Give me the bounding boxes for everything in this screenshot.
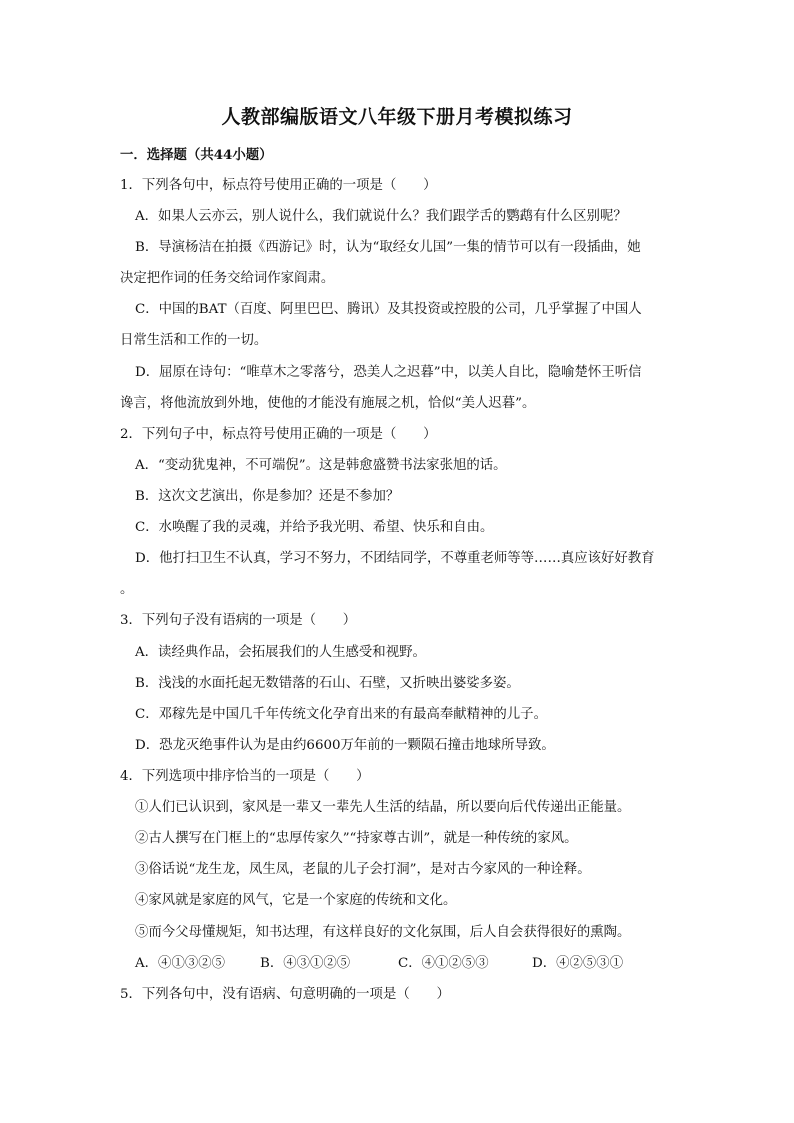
question-1-option-b-cont: 决定把作词的任务交给词作家阎肃。: [120, 271, 335, 286]
question-3-option-c: C．邓稼先是中国几千年传统文化孕育出来的有最高奉献精神的儿子。: [135, 707, 547, 722]
question-5-stem: 5．下列各句中，没有语病、句意明确的一项是（ ）: [120, 987, 450, 1002]
page-title: 人教部编版语文八年级下册月考模拟练习: [221, 106, 573, 128]
question-2-option-b: B．这次文艺演出，你是参加？还是不参加？: [135, 489, 400, 504]
question-1-option-c: C．中国的BAT（百度、阿里巴巴、腾讯）及其投资或控股的公司，几乎掌握了中国人: [135, 302, 642, 317]
question-3-option-d: D．恐龙灭绝事件认为是由约6600万年前的一颗陨石撞击地球所导致。: [135, 738, 555, 753]
question-2-option-d: D．他打扫卫生不认真，学习不努力，不团结同学，不尊重老师等等……真应该好好教育: [135, 551, 655, 566]
question-4-sentence-5: ⑤而今父母懂规矩，知书达理，有这样良好的文化氛围，后人自会获得很好的熏陶。: [135, 925, 631, 940]
question-3-option-a: A．读经典作品，会拓展我们的人生感受和视野。: [135, 645, 426, 660]
question-4-sentence-3: ③俗话说“龙生龙，凤生凤，老鼠的儿子会打洞”，是对古今家风的一种诠释。: [135, 862, 591, 877]
question-4-stem: 4．下列选项中排序恰当的一项是（ ）: [120, 769, 370, 784]
question-1-option-d: D．屈原在诗句：“唯草木之零落兮，恐美人之迟暮”中，以美人自比，隐喻楚怀王听信: [135, 365, 642, 380]
question-2-option-c: C．水唤醒了我的灵魂，并给予我光明、希望、快乐和自由。: [135, 520, 494, 535]
question-4-sentence-1: ①人们已认识到，家风是一辈又一辈先人生活的结晶，所以要向后代传递出正能量。: [135, 800, 631, 815]
question-4-sentence-4: ④家风就是家庭的风气，它是一个家庭的传统和文化。: [135, 893, 457, 908]
question-2-stem: 2．下列句子中，标点符号使用正确的一项是（ ）: [120, 427, 437, 442]
question-1-option-c-cont: 日常生活和工作的一切。: [120, 333, 268, 348]
question-4-choice-a: A．④①③②⑤: [135, 956, 226, 971]
question-4-sentence-2: ②古人撰写在门框上的“忠厚传家久”“持家尊古训”，就是一种传统的家风。: [135, 831, 578, 846]
question-2-option-a: A．“变动犹鬼神，不可端倪”。这是韩愈盛赞书法家张旭的话。: [135, 458, 507, 473]
section-heading: 一．选择题（共44小题）: [120, 147, 273, 163]
question-1-stem: 1．下列各句中，标点符号使用正确的一项是（ ）: [120, 178, 437, 193]
question-1-option-a: A．如果人云亦云，别人说什么，我们就说什么？我们跟学舌的鹦鹉有什么区别呢？: [135, 209, 627, 224]
question-4-choice-b: B．④③①②⑤: [260, 956, 351, 971]
question-4-choice-d: D．④②⑤③①: [532, 956, 624, 971]
question-2-option-d-cont: 。: [120, 582, 134, 597]
question-4-choice-c: C．④①②⑤③: [398, 956, 489, 971]
question-3-option-b: B．浅浅的水面托起无数错落的石山、石壁，又折映出婆娑多姿。: [135, 676, 520, 691]
question-1-option-b: B．导演杨洁在拍摄《西游记》时，认为“取经女儿国”一集的情节可以有一段插曲，她: [135, 240, 641, 255]
question-3-stem: 3．下列句子没有语病的一项是（ ）: [120, 613, 357, 628]
question-1-option-d-cont: 谗言，将他流放到外地，使他的才能没有施展之机，恰似“美人迟暮”。: [120, 396, 536, 411]
